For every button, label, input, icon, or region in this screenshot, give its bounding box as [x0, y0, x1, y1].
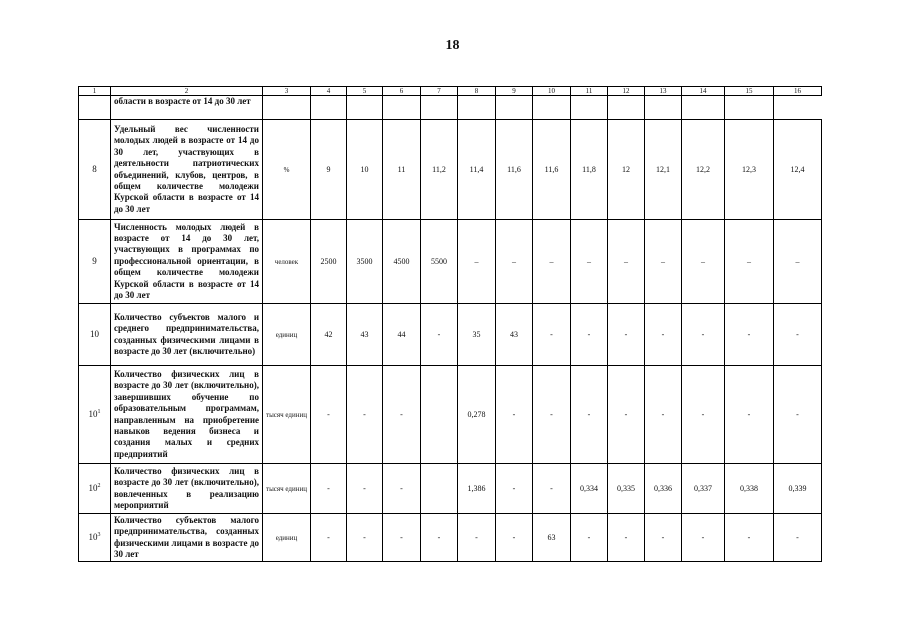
value-cell: - — [533, 366, 571, 464]
value-cell: 11,2 — [421, 120, 458, 220]
value-cell: 63 — [533, 514, 571, 562]
value-cell: 9 — [311, 120, 347, 220]
unit-cell: тысяч единиц — [263, 366, 311, 464]
unit-cell — [263, 96, 311, 120]
value-cell: - — [347, 464, 383, 514]
row-number-text: 10 — [88, 482, 98, 493]
value-cell: - — [347, 514, 383, 562]
value-cell: - — [421, 514, 458, 562]
value-cell: 0,338 — [725, 464, 774, 514]
indicator-description: Численность молодых людей в возрасте от 14 до 30 лет, участвующих в программах по профессиональной ориентации, в общем количестве молодежи Курской области в возрасте от 14 до 30 лет — [111, 220, 263, 304]
value-cell: - — [311, 514, 347, 562]
column-number: 14 — [682, 87, 725, 96]
value-cell: 42 — [311, 304, 347, 366]
value-cell — [421, 464, 458, 514]
table-row — [79, 366, 822, 464]
unit-cell: человек — [263, 220, 311, 304]
value-cell: - — [533, 464, 571, 514]
value-cell: 12 — [608, 120, 645, 220]
value-cell: - — [421, 304, 458, 366]
column-number-row — [79, 87, 822, 96]
row-number — [79, 366, 111, 464]
row-number — [79, 220, 111, 304]
column-number: 5 — [347, 87, 383, 96]
row-number-text: 10 — [90, 328, 99, 339]
value-cell: - — [458, 514, 496, 562]
value-cell: 43 — [496, 304, 533, 366]
table-body — [79, 87, 822, 562]
indicator-description: Количество физических лиц в возрасте до 30 лет (включительно), завершивших обучение по образовательным программам, направленным на приобретение навыков ведения бизнеса и создания малых и средних предприятий — [111, 366, 263, 464]
value-cell: 0,336 — [645, 464, 682, 514]
value-cell — [533, 96, 571, 120]
value-cell: - — [347, 366, 383, 464]
value-cell: - — [496, 514, 533, 562]
value-cell: – — [496, 220, 533, 304]
column-number: 4 — [311, 87, 347, 96]
value-cell: 11,6 — [496, 120, 533, 220]
column-number: 8 — [458, 87, 496, 96]
table-row — [79, 120, 822, 220]
value-cell — [608, 96, 645, 120]
page-number: 18 — [445, 38, 460, 53]
value-cell: - — [571, 304, 608, 366]
table-row — [79, 96, 822, 120]
value-cell — [645, 96, 682, 120]
value-cell: – — [645, 220, 682, 304]
value-cell: 43 — [347, 304, 383, 366]
value-cell: - — [571, 366, 608, 464]
indicator-description: Количество субъектов малого предпринимательства, созданных физическими лицами в возрасте до 30 лет — [111, 514, 263, 562]
value-cell: - — [496, 464, 533, 514]
column-number: 3 — [263, 87, 311, 96]
table-row — [79, 464, 822, 514]
value-cell — [725, 96, 774, 120]
row-number-text: 9 — [92, 255, 97, 266]
value-cell: - — [608, 304, 645, 366]
value-cell: - — [383, 366, 421, 464]
row-number-superscript: 3 — [97, 531, 101, 538]
value-cell: - — [682, 366, 725, 464]
value-cell: - — [645, 366, 682, 464]
unit-cell: тысяч единиц — [263, 464, 311, 514]
value-cell: - — [608, 514, 645, 562]
column-number: 2 — [111, 87, 263, 96]
value-cell: – — [725, 220, 774, 304]
value-cell — [421, 366, 458, 464]
value-cell: 0,339 — [774, 464, 822, 514]
value-cell: - — [774, 514, 822, 562]
column-number: 7 — [421, 87, 458, 96]
indicator-description: области в возрасте от 14 до 30 лет — [111, 96, 263, 120]
indicator-description: Удельный вес численности молодых людей в возрасте от 14 до 30 лет, участвующих в деятельности патриотических объединений, клубов, центров, в общем количестве молодежи Курской области в возрасте от 14 до 30 лет — [111, 120, 263, 220]
value-cell: - — [774, 366, 822, 464]
value-cell — [421, 96, 458, 120]
row-number — [79, 464, 111, 514]
value-cell: - — [645, 304, 682, 366]
value-cell: - — [725, 366, 774, 464]
unit-cell: единиц — [263, 514, 311, 562]
value-cell — [383, 96, 421, 120]
value-cell: – — [608, 220, 645, 304]
column-number: 9 — [496, 87, 533, 96]
value-cell: - — [533, 304, 571, 366]
value-cell: 2500 — [311, 220, 347, 304]
value-cell — [496, 96, 533, 120]
unit-cell: % — [263, 120, 311, 220]
indicators-table — [78, 86, 822, 562]
value-cell: - — [682, 514, 725, 562]
row-number-superscript: 2 — [97, 482, 101, 489]
value-cell: 1,386 — [458, 464, 496, 514]
value-cell: – — [571, 220, 608, 304]
value-cell: - — [725, 304, 774, 366]
value-cell: – — [774, 220, 822, 304]
value-cell: – — [682, 220, 725, 304]
value-cell — [347, 96, 383, 120]
column-number: 16 — [774, 87, 822, 96]
column-number: 11 — [571, 87, 608, 96]
value-cell: 12,1 — [645, 120, 682, 220]
value-cell: - — [496, 366, 533, 464]
value-cell: 0,334 — [571, 464, 608, 514]
column-number: 1 — [79, 87, 111, 96]
table-row — [79, 220, 822, 304]
column-number: 12 — [608, 87, 645, 96]
value-cell — [458, 96, 496, 120]
value-cell: 4500 — [383, 220, 421, 304]
column-number: 13 — [645, 87, 682, 96]
value-cell: - — [774, 304, 822, 366]
value-cell: - — [383, 514, 421, 562]
value-cell: 11,8 — [571, 120, 608, 220]
value-cell: - — [311, 366, 347, 464]
indicator-description: Количество субъектов малого и среднего предпринимательства, созданных физическими лицами в возрасте до 30 лет (включительно) — [111, 304, 263, 366]
value-cell: 11,4 — [458, 120, 496, 220]
value-cell: 3500 — [347, 220, 383, 304]
column-number: 10 — [533, 87, 571, 96]
value-cell: 11,6 — [533, 120, 571, 220]
value-cell: 5500 — [421, 220, 458, 304]
value-cell: - — [725, 514, 774, 562]
row-number-text: 10 — [88, 531, 98, 542]
value-cell: 12,4 — [774, 120, 822, 220]
value-cell: - — [311, 464, 347, 514]
value-cell: 0,337 — [682, 464, 725, 514]
unit-cell: единиц — [263, 304, 311, 366]
column-number: 15 — [725, 87, 774, 96]
value-cell — [311, 96, 347, 120]
column-number: 6 — [383, 87, 421, 96]
value-cell: – — [458, 220, 496, 304]
row-number-superscript: 1 — [97, 408, 101, 415]
value-cell: - — [608, 366, 645, 464]
indicator-description: Количество физических лиц в возрасте до 30 лет (включительно), вовлеченных в реализацию мероприятий — [111, 464, 263, 514]
row-number-text: 8 — [92, 163, 97, 174]
value-cell: 10 — [347, 120, 383, 220]
value-cell: 12,3 — [725, 120, 774, 220]
row-number — [79, 120, 111, 220]
value-cell: 0,335 — [608, 464, 645, 514]
value-cell: - — [682, 304, 725, 366]
value-cell: - — [571, 514, 608, 562]
value-cell — [571, 96, 608, 120]
value-cell: - — [383, 464, 421, 514]
value-cell: 11 — [383, 120, 421, 220]
table-row — [79, 304, 822, 366]
value-cell: - — [645, 514, 682, 562]
value-cell: 44 — [383, 304, 421, 366]
value-cell: 0,278 — [458, 366, 496, 464]
row-number — [79, 514, 111, 562]
row-number — [79, 96, 111, 120]
value-cell: – — [533, 220, 571, 304]
row-number — [79, 304, 111, 366]
value-cell — [682, 96, 725, 120]
value-cell: 35 — [458, 304, 496, 366]
table-row — [79, 514, 822, 562]
value-cell: 12,2 — [682, 120, 725, 220]
row-number-text: 10 — [88, 408, 98, 419]
